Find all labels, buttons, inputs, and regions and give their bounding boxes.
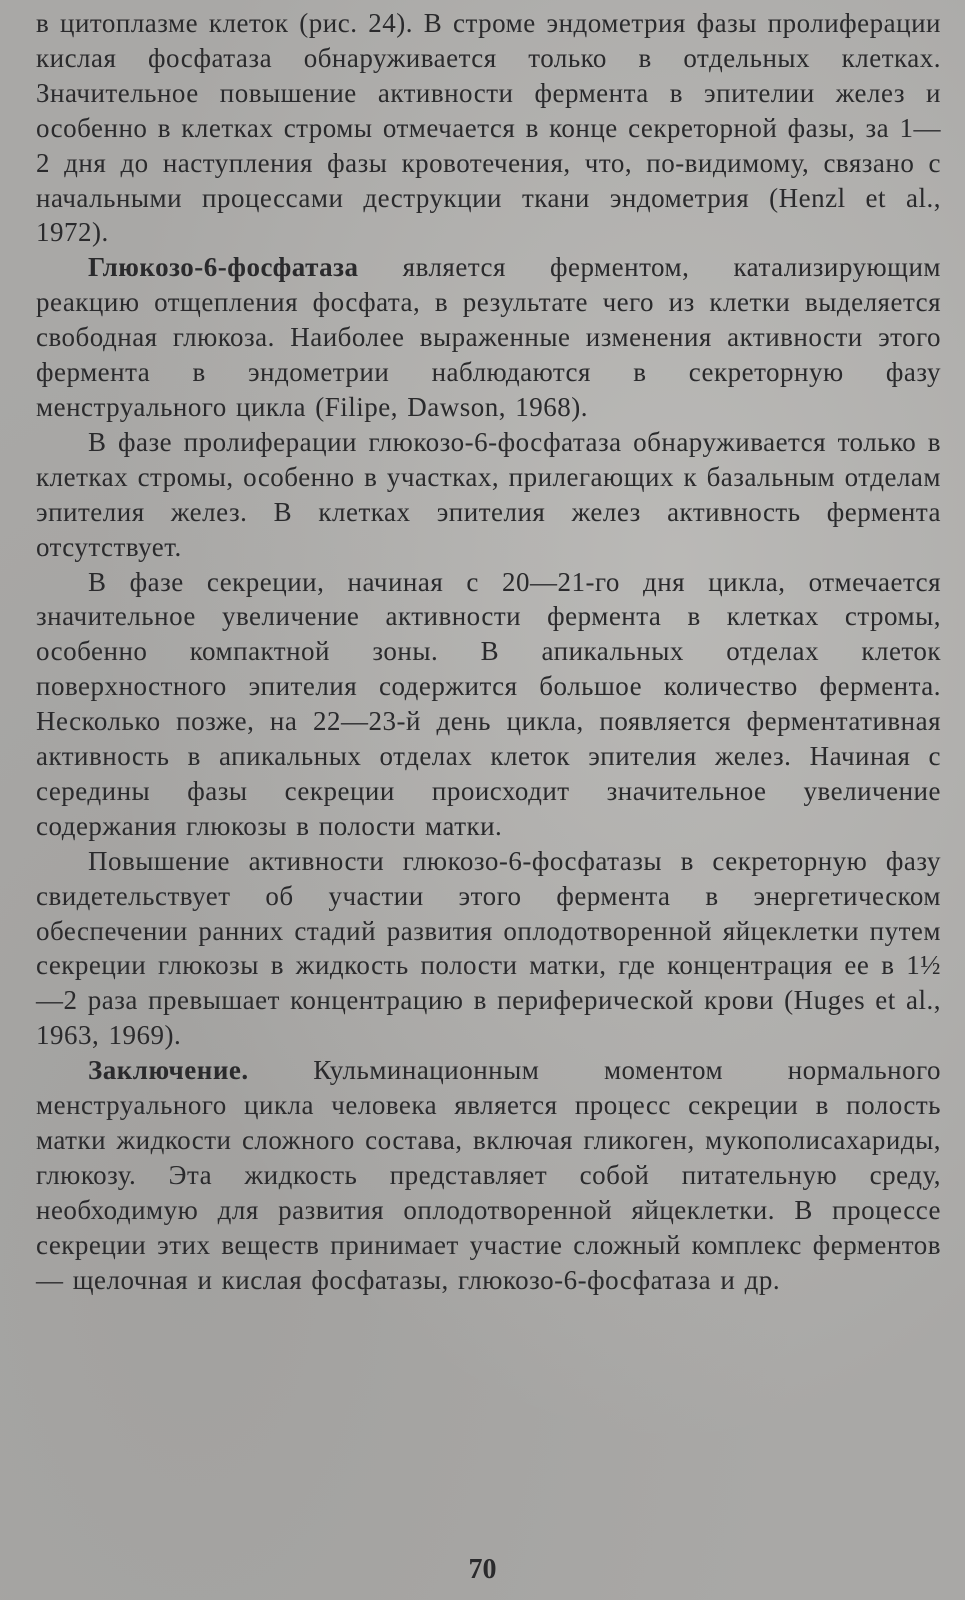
paragraph-text: Кульминационным моментом нормального менструального цикла человека является процесс секреции в полость матки жидкости сложного состава, включая гликоген, мукополисахариды, глюкозу. Эта жидкость представляет собой питательную среду, необходимую для развития оплодотворенной яйцеклетки. В процессе секреции этих веществ принимает участие сложный комплекс ферментов — щелочная и кислая фосфатазы, глюкозо-6-фосфатаза и др. (36, 1055, 941, 1295)
paragraph-proliferation-phase (36, 425, 941, 565)
paragraph-glucose-6-phosphatase-intro (36, 250, 941, 425)
paragraph-text: В фазе пролиферации глюкозо-6-фосфатаза обнаруживается только в клетках стромы, особенно в участках, прилегающих к базальным отделам эпителия желез. В клетках эпителия желез активность фермента отсутствует. (36, 426, 941, 562)
paragraph-lead: Глюкозо-6-фосфатаза (88, 252, 359, 283)
page-number: 70 (468, 1554, 497, 1585)
page-body (36, 6, 941, 1298)
paragraph-text: в цитоплазме клеток (рис. 24). В строме эндометрия фазы пролиферации кислая фосфатаза обнаруживается только в отдельных клетках. Значительное повышение активности фермента в эпителии желез и особенно в клетках стромы отмечается в конце секреторной фазы, за 1—2 дня до наступления фазы кровотечения, что, по-видимому, связано с начальными процессами деструкции ткани эндометрия (Henzl et al., 1972). (36, 8, 941, 248)
paragraph-secretion-phase (36, 565, 941, 844)
paragraph-activity-increase (36, 844, 941, 1053)
paragraph-lead: Заключение. (88, 1055, 249, 1086)
paragraph-text: является ферментом, катализирующим реакцию отщепления фосфата, в результате чего из клетки выделяется свободная глюкоза. Наиболее выраженные изменения активности этого фермента в эндометрии наблюдаются в секреторную фазу менструального цикла (Filipe, Dawson, 1968). (36, 252, 941, 422)
paragraph-text: В фазе секреции, начиная с 20—21-го дня цикла, отмечается значительное увеличение активности фермента в клетках стромы, особенно компактной зоны. В апикальных отделах клеток поверхностного эпителия содержится большое количество фермента. Несколько позже, на 22—23-й день цикла, появляется ферментативная активность в апикальных отделах клеток эпителия желез. Начиная с середины фазы секреции происходит значительное увеличение содержания глюкозы в полости матки. (36, 566, 941, 841)
paragraph-conclusion (36, 1053, 941, 1297)
paragraph-text: Повышение активности глюкозо-6-фосфатазы в секреторную фазу свидетельствует об участии этого фермента в энергетическом обеспечении ранних стадий развития оплодотворенной яйцеклетки путем секреции глюкозы в жидкость полости матки, где концентрация ее в 1½—2 раза превышает концентрацию в периферической крови (Huges et al., 1963, 1969). (36, 845, 941, 1051)
paragraph-acid-phosphatase-continuation (36, 6, 941, 250)
